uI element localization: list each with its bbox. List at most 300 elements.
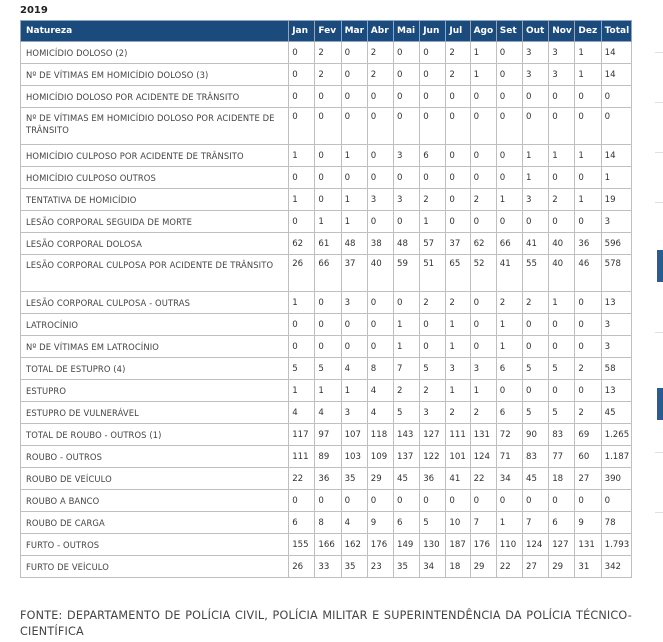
- month-value-cell: 33: [315, 556, 341, 578]
- month-value-cell: 0: [289, 336, 315, 358]
- month-value-cell: 0: [394, 167, 420, 189]
- month-value-cell: 0: [289, 86, 315, 108]
- month-value-cell: 0: [315, 292, 341, 314]
- month-value-cell: 127: [549, 534, 575, 556]
- month-value-cell: 111: [289, 446, 315, 468]
- month-value-cell: 45: [523, 468, 549, 490]
- row-total-cell: 1.187: [601, 446, 631, 468]
- month-value-cell: 0: [446, 490, 470, 512]
- row-total-cell: 58: [601, 358, 631, 380]
- page-edge-rule: [655, 52, 663, 53]
- month-value-cell: 0: [315, 145, 341, 167]
- month-value-cell: 1: [315, 211, 341, 233]
- table-header: [21, 21, 632, 42]
- month-value-cell: 41: [446, 468, 470, 490]
- row-label: TOTAL DE ROUBO - OUTROS (1): [21, 424, 289, 446]
- row-label: FURTO DE VEÍCULO: [21, 556, 289, 578]
- month-value-cell: 97: [315, 424, 341, 446]
- month-value-cell: 0: [367, 86, 393, 108]
- month-value-cell: 0: [446, 108, 470, 145]
- month-value-cell: 137: [394, 446, 420, 468]
- column-header-abr: Abr: [367, 21, 393, 42]
- month-value-cell: 1: [289, 380, 315, 402]
- month-value-cell: 6: [549, 512, 575, 534]
- month-value-cell: 0: [446, 189, 470, 211]
- month-value-cell: 1: [420, 211, 446, 233]
- month-value-cell: 29: [470, 556, 496, 578]
- month-value-cell: 2: [394, 380, 420, 402]
- month-value-cell: 22: [470, 468, 496, 490]
- row-total-cell: 0: [601, 490, 631, 512]
- month-value-cell: 1: [575, 145, 601, 167]
- month-value-cell: 1: [446, 336, 470, 358]
- month-value-cell: 1: [289, 292, 315, 314]
- row-label: LESÃO CORPORAL SEGUIDA DE MORTE: [21, 211, 289, 233]
- month-value-cell: 34: [496, 468, 522, 490]
- column-header-natureza: Natureza: [21, 21, 289, 42]
- page-edge-rule: [655, 512, 663, 513]
- month-value-cell: 40: [549, 233, 575, 255]
- month-value-cell: 83: [549, 424, 575, 446]
- month-value-cell: 0: [496, 86, 522, 108]
- month-value-cell: 2: [367, 42, 393, 64]
- month-value-cell: 1: [549, 145, 575, 167]
- month-value-cell: 7: [523, 512, 549, 534]
- table-row: [21, 446, 632, 468]
- month-value-cell: 29: [367, 468, 393, 490]
- month-value-cell: 4: [315, 402, 341, 424]
- month-value-cell: 2: [496, 292, 522, 314]
- month-value-cell: 0: [575, 86, 601, 108]
- table-year-label: 2019: [20, 5, 48, 16]
- row-label: HOMICÍDIO CULPOSO POR ACIDENTE DE TRÂNSITO: [21, 145, 289, 167]
- row-label: LATROCÍNIO: [21, 314, 289, 336]
- month-value-cell: 0: [367, 108, 393, 145]
- month-value-cell: 2: [446, 402, 470, 424]
- month-value-cell: 0: [367, 167, 393, 189]
- row-label: LESÃO CORPORAL DOLOSA: [21, 233, 289, 255]
- month-value-cell: 0: [523, 108, 549, 145]
- month-value-cell: 0: [549, 211, 575, 233]
- month-value-cell: 18: [549, 468, 575, 490]
- row-total-cell: 19: [601, 189, 631, 211]
- month-value-cell: 0: [341, 490, 367, 512]
- table-row: [21, 556, 632, 578]
- month-value-cell: 0: [575, 108, 601, 145]
- month-value-cell: 1: [341, 211, 367, 233]
- month-value-cell: 0: [289, 42, 315, 64]
- month-value-cell: 118: [367, 424, 393, 446]
- month-value-cell: 0: [315, 189, 341, 211]
- month-value-cell: 69: [575, 424, 601, 446]
- month-value-cell: 48: [394, 233, 420, 255]
- row-label: LESÃO CORPORAL CULPOSA POR ACIDENTE DE TRÂNSITO: [21, 255, 289, 292]
- month-value-cell: 103: [341, 446, 367, 468]
- row-total-cell: 1.265: [601, 424, 631, 446]
- column-header-mai: Mai: [394, 21, 420, 42]
- month-value-cell: 1: [575, 64, 601, 86]
- month-value-cell: 40: [367, 255, 393, 292]
- month-value-cell: 131: [575, 534, 601, 556]
- month-value-cell: 0: [341, 314, 367, 336]
- month-value-cell: 3: [394, 145, 420, 167]
- month-value-cell: 27: [523, 556, 549, 578]
- row-total-cell: 3: [601, 211, 631, 233]
- row-total-cell: 0: [601, 86, 631, 108]
- month-value-cell: 166: [315, 534, 341, 556]
- table-row: [21, 534, 632, 556]
- month-value-cell: 0: [549, 167, 575, 189]
- month-value-cell: 0: [420, 336, 446, 358]
- month-value-cell: 2: [367, 64, 393, 86]
- table-row: [21, 402, 632, 424]
- month-value-cell: 2: [315, 64, 341, 86]
- month-value-cell: 0: [575, 314, 601, 336]
- month-value-cell: 52: [470, 255, 496, 292]
- month-value-cell: 60: [575, 446, 601, 468]
- month-value-cell: 124: [523, 534, 549, 556]
- table-row: [21, 336, 632, 358]
- month-value-cell: 109: [367, 446, 393, 468]
- page-side-marker[interactable]: [657, 250, 663, 282]
- table-row: [21, 358, 632, 380]
- month-value-cell: 3: [523, 189, 549, 211]
- month-value-cell: 3: [549, 64, 575, 86]
- month-value-cell: 38: [367, 233, 393, 255]
- row-label: HOMICÍDIO DOLOSO (2): [21, 42, 289, 64]
- month-value-cell: 8: [315, 512, 341, 534]
- page-edge-rule: [655, 102, 663, 103]
- table-row: [21, 424, 632, 446]
- month-value-cell: 48: [341, 233, 367, 255]
- column-header-mar: Mar: [341, 21, 367, 42]
- month-value-cell: 18: [446, 556, 470, 578]
- month-value-cell: 0: [315, 490, 341, 512]
- crime-statistics-table: [20, 20, 632, 578]
- month-value-cell: 2: [549, 189, 575, 211]
- table-row: [21, 468, 632, 490]
- month-value-cell: 4: [367, 380, 393, 402]
- table-row: [21, 255, 632, 292]
- month-value-cell: 0: [289, 64, 315, 86]
- month-value-cell: 5: [420, 358, 446, 380]
- month-value-cell: 72: [496, 424, 522, 446]
- month-value-cell: 23: [367, 556, 393, 578]
- column-header-fev: Fev: [315, 21, 341, 42]
- month-value-cell: 0: [549, 490, 575, 512]
- month-value-cell: 0: [496, 211, 522, 233]
- row-total-cell: 578: [601, 255, 631, 292]
- row-total-cell: 3: [601, 336, 631, 358]
- table-row: [21, 167, 632, 189]
- row-label: ESTUPRO: [21, 380, 289, 402]
- month-value-cell: 0: [394, 86, 420, 108]
- table-row: [21, 64, 632, 86]
- month-value-cell: 0: [523, 380, 549, 402]
- month-value-cell: 36: [315, 468, 341, 490]
- month-value-cell: 0: [315, 108, 341, 145]
- row-label: LESÃO CORPORAL CULPOSA - OUTRAS: [21, 292, 289, 314]
- month-value-cell: 2: [575, 358, 601, 380]
- month-value-cell: 2: [420, 292, 446, 314]
- month-value-cell: 2: [315, 42, 341, 64]
- month-value-cell: 0: [394, 211, 420, 233]
- row-label: ROUBO DE CARGA: [21, 512, 289, 534]
- month-value-cell: 89: [315, 446, 341, 468]
- month-value-cell: 6: [420, 145, 446, 167]
- month-value-cell: 37: [446, 233, 470, 255]
- month-value-cell: 2: [470, 402, 496, 424]
- column-header-out: Out: [523, 21, 549, 42]
- month-value-cell: 66: [315, 255, 341, 292]
- month-value-cell: 22: [289, 468, 315, 490]
- month-value-cell: 5: [549, 402, 575, 424]
- month-value-cell: 143: [394, 424, 420, 446]
- month-value-cell: 124: [470, 446, 496, 468]
- row-total-cell: 3: [601, 314, 631, 336]
- month-value-cell: 55: [523, 255, 549, 292]
- month-value-cell: 26: [289, 255, 315, 292]
- month-value-cell: 0: [289, 490, 315, 512]
- month-value-cell: 101: [446, 446, 470, 468]
- month-value-cell: 0: [549, 314, 575, 336]
- month-value-cell: 3: [341, 292, 367, 314]
- month-value-cell: 0: [367, 145, 393, 167]
- month-value-cell: 1: [496, 336, 522, 358]
- month-value-cell: 0: [496, 167, 522, 189]
- month-value-cell: 3: [420, 402, 446, 424]
- month-value-cell: 1: [315, 380, 341, 402]
- month-value-cell: 127: [420, 424, 446, 446]
- month-value-cell: 3: [341, 402, 367, 424]
- month-value-cell: 0: [394, 42, 420, 64]
- month-value-cell: 2: [446, 42, 470, 64]
- row-total-cell: 14: [601, 145, 631, 167]
- page-edge-rule: [655, 452, 663, 453]
- month-value-cell: 0: [575, 336, 601, 358]
- month-value-cell: 0: [496, 380, 522, 402]
- month-value-cell: 1: [470, 42, 496, 64]
- column-header-jan: Jan: [289, 21, 315, 42]
- month-value-cell: 0: [341, 108, 367, 145]
- month-value-cell: 149: [394, 534, 420, 556]
- column-header-nov: Nov: [549, 21, 575, 42]
- row-total-cell: 0: [601, 108, 631, 145]
- month-value-cell: 26: [289, 556, 315, 578]
- row-total-cell: 45: [601, 402, 631, 424]
- month-value-cell: 1: [523, 167, 549, 189]
- month-value-cell: 1: [394, 314, 420, 336]
- table-row: [21, 86, 632, 108]
- month-value-cell: 131: [470, 424, 496, 446]
- table-row: [21, 292, 632, 314]
- month-value-cell: 37: [341, 255, 367, 292]
- month-value-cell: 3: [523, 64, 549, 86]
- month-value-cell: 1: [523, 145, 549, 167]
- month-value-cell: 0: [341, 336, 367, 358]
- page-side-marker[interactable]: [657, 388, 663, 420]
- month-value-cell: 0: [341, 42, 367, 64]
- month-value-cell: 3: [523, 42, 549, 64]
- month-value-cell: 0: [420, 42, 446, 64]
- row-total-cell: 596: [601, 233, 631, 255]
- month-value-cell: 34: [420, 556, 446, 578]
- month-value-cell: 3: [549, 42, 575, 64]
- month-value-cell: 7: [394, 358, 420, 380]
- month-value-cell: 0: [289, 211, 315, 233]
- month-value-cell: 162: [341, 534, 367, 556]
- month-value-cell: 0: [496, 64, 522, 86]
- month-value-cell: 0: [575, 167, 601, 189]
- page-edge-rule: [655, 152, 663, 153]
- month-value-cell: 5: [523, 402, 549, 424]
- month-value-cell: 62: [289, 233, 315, 255]
- table-body: [21, 42, 632, 578]
- row-label: Nº DE VÍTIMAS EM LATROCÍNIO: [21, 336, 289, 358]
- month-value-cell: 0: [470, 292, 496, 314]
- month-value-cell: 90: [523, 424, 549, 446]
- month-value-cell: 57: [420, 233, 446, 255]
- month-value-cell: 1: [575, 189, 601, 211]
- month-value-cell: 5: [289, 358, 315, 380]
- month-value-cell: 0: [523, 336, 549, 358]
- row-label: ROUBO DE VEÍCULO: [21, 468, 289, 490]
- month-value-cell: 0: [523, 211, 549, 233]
- month-value-cell: 0: [420, 108, 446, 145]
- month-value-cell: 1: [394, 336, 420, 358]
- month-value-cell: 2: [420, 189, 446, 211]
- month-value-cell: 0: [470, 145, 496, 167]
- month-value-cell: 0: [394, 490, 420, 512]
- row-total-cell: 1: [601, 167, 631, 189]
- month-value-cell: 111: [446, 424, 470, 446]
- month-value-cell: 5: [549, 358, 575, 380]
- month-value-cell: 0: [315, 336, 341, 358]
- month-value-cell: 0: [420, 314, 446, 336]
- table-header-row: [21, 21, 632, 42]
- month-value-cell: 66: [496, 233, 522, 255]
- month-value-cell: 6: [289, 512, 315, 534]
- month-value-cell: 40: [549, 255, 575, 292]
- month-value-cell: 27: [575, 468, 601, 490]
- month-value-cell: 1: [289, 145, 315, 167]
- month-value-cell: 0: [394, 292, 420, 314]
- page-edge-rule: [655, 202, 663, 203]
- row-total-cell: 1.793: [601, 534, 631, 556]
- month-value-cell: 71: [496, 446, 522, 468]
- month-value-cell: 1: [496, 512, 522, 534]
- month-value-cell: 10: [446, 512, 470, 534]
- month-value-cell: 0: [470, 211, 496, 233]
- column-header-jul: Jul: [446, 21, 470, 42]
- month-value-cell: 0: [394, 108, 420, 145]
- row-total-cell: 342: [601, 556, 631, 578]
- month-value-cell: 0: [496, 108, 522, 145]
- month-value-cell: 130: [420, 534, 446, 556]
- column-header-jun: Jun: [420, 21, 446, 42]
- month-value-cell: 0: [470, 336, 496, 358]
- month-value-cell: 41: [523, 233, 549, 255]
- month-value-cell: 2: [446, 292, 470, 314]
- month-value-cell: 0: [575, 292, 601, 314]
- row-label: Nº DE VÍTIMAS EM HOMICÍDIO DOLOSO POR ACIDENTE DE TRÂNSITO: [21, 108, 289, 145]
- table-row: [21, 145, 632, 167]
- month-value-cell: 0: [549, 86, 575, 108]
- month-value-cell: 35: [341, 556, 367, 578]
- row-label: Nº DE VÍTIMAS EM HOMICÍDIO DOLOSO (3): [21, 64, 289, 86]
- month-value-cell: 6: [496, 358, 522, 380]
- month-value-cell: 5: [420, 512, 446, 534]
- month-value-cell: 1: [341, 380, 367, 402]
- month-value-cell: 0: [341, 86, 367, 108]
- month-value-cell: 3: [470, 358, 496, 380]
- month-value-cell: 0: [367, 336, 393, 358]
- month-value-cell: 176: [470, 534, 496, 556]
- month-value-cell: 0: [367, 211, 393, 233]
- month-value-cell: 77: [549, 446, 575, 468]
- month-value-cell: 2: [420, 380, 446, 402]
- month-value-cell: 0: [289, 314, 315, 336]
- month-value-cell: 117: [289, 424, 315, 446]
- month-value-cell: 1: [496, 314, 522, 336]
- month-value-cell: 2: [470, 189, 496, 211]
- month-value-cell: 8: [367, 358, 393, 380]
- row-total-cell: 390: [601, 468, 631, 490]
- month-value-cell: 65: [446, 255, 470, 292]
- month-value-cell: 2: [523, 292, 549, 314]
- month-value-cell: 0: [470, 108, 496, 145]
- month-value-cell: 0: [341, 64, 367, 86]
- month-value-cell: 0: [549, 380, 575, 402]
- month-value-cell: 2: [575, 402, 601, 424]
- month-value-cell: 4: [289, 402, 315, 424]
- month-value-cell: 0: [446, 211, 470, 233]
- month-value-cell: 3: [394, 189, 420, 211]
- month-value-cell: 1: [446, 380, 470, 402]
- month-value-cell: 0: [470, 167, 496, 189]
- month-value-cell: 2: [446, 64, 470, 86]
- month-value-cell: 0: [367, 314, 393, 336]
- month-value-cell: 187: [446, 534, 470, 556]
- month-value-cell: 0: [549, 108, 575, 145]
- table-row: [21, 189, 632, 211]
- month-value-cell: 0: [470, 86, 496, 108]
- row-total-cell: 14: [601, 64, 631, 86]
- row-label: TOTAL DE ESTUPRO (4): [21, 358, 289, 380]
- table-row: [21, 211, 632, 233]
- month-value-cell: 3: [367, 189, 393, 211]
- month-value-cell: 0: [394, 64, 420, 86]
- month-value-cell: 29: [549, 556, 575, 578]
- table-row: [21, 233, 632, 255]
- month-value-cell: 0: [470, 490, 496, 512]
- month-value-cell: 0: [420, 167, 446, 189]
- month-value-cell: 0: [496, 490, 522, 512]
- row-total-cell: 13: [601, 380, 631, 402]
- month-value-cell: 5: [315, 358, 341, 380]
- month-value-cell: 1: [341, 145, 367, 167]
- month-value-cell: 0: [367, 292, 393, 314]
- month-value-cell: 0: [446, 145, 470, 167]
- month-value-cell: 62: [470, 233, 496, 255]
- month-value-cell: 36: [575, 233, 601, 255]
- row-label: HOMICÍDIO CULPOSO OUTROS: [21, 167, 289, 189]
- month-value-cell: 83: [523, 446, 549, 468]
- month-value-cell: 1: [549, 292, 575, 314]
- month-value-cell: 6: [496, 402, 522, 424]
- row-total-cell: 78: [601, 512, 631, 534]
- month-value-cell: 5: [523, 358, 549, 380]
